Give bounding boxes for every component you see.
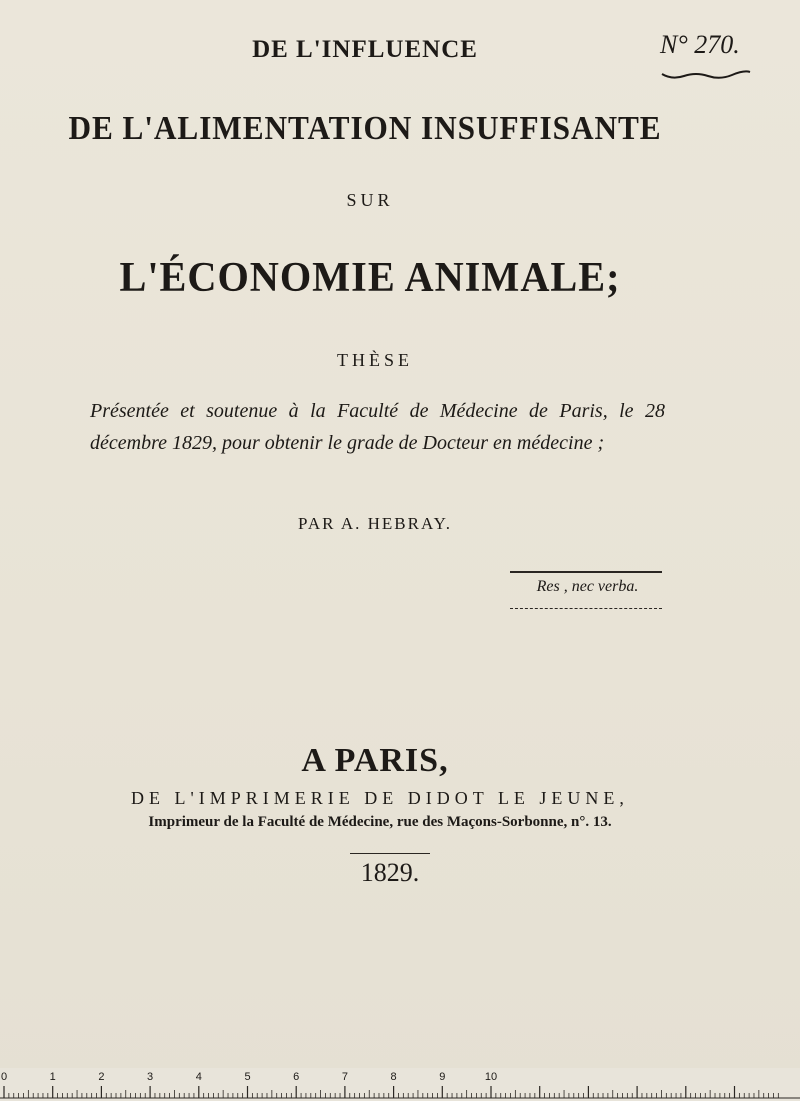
ruler-label: 5 <box>244 1071 251 1083</box>
ruler-label: 4 <box>195 1071 202 1083</box>
imprint-printer: DE L'IMPRIMERIE DE DIDOT LE JEUNE, <box>131 788 629 808</box>
imprint-address: Imprimeur de la Faculté de Médecine, rue des Maçons-Sorbonne, n°. 13. <box>148 814 612 830</box>
scale-ruler <box>0 1068 800 1101</box>
title-line-3: SUR <box>346 190 394 210</box>
thesis-presentation: Présentée et soutenue à la Faculté de Médecine de Paris, le 28 décembre 1829, pour obtenir le grade de Docteur en médecine ; <box>90 400 665 454</box>
flourish-underline <box>660 66 752 82</box>
ruler-label: 0 <box>0 1071 8 1083</box>
year-rule <box>350 853 430 854</box>
motto-rule-top <box>510 571 662 573</box>
ruler-label: 7 <box>341 1071 348 1083</box>
ruler-label: 8 <box>390 1071 397 1083</box>
author-line: PAR A. HEBRAY. <box>298 514 452 533</box>
ruler-label: 1 <box>49 1071 56 1083</box>
ruler-label: 6 <box>293 1071 300 1083</box>
title-line-2: DE L'ALIMENTATION INSUFFISANTE <box>68 110 662 147</box>
ruler-label: 9 <box>439 1071 446 1083</box>
motto: Res , nec verba. <box>536 578 639 595</box>
catalog-number: N° 270. <box>660 30 740 59</box>
title-line-1: DE L'INFLUENCE <box>252 36 478 63</box>
ruler-label: 2 <box>98 1071 105 1083</box>
ruler-label: 10 <box>484 1071 498 1083</box>
imprint-city: A PARIS, <box>301 742 449 779</box>
motto-rule-bottom <box>510 608 662 609</box>
thesis-heading: THÈSE <box>337 350 413 370</box>
ruler-label: 3 <box>147 1071 154 1083</box>
title-line-4: L'ÉCONOMIE ANIMALE; <box>119 255 621 301</box>
imprint-year: 1829. <box>360 858 420 887</box>
